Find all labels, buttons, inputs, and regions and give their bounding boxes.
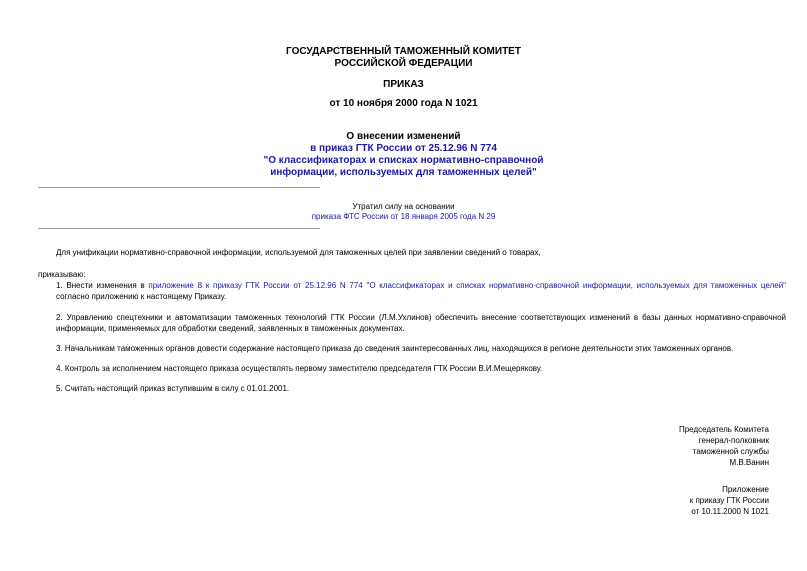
title-link-line-3[interactable]: "О классификаторах и списках нормативно-справочной <box>263 155 544 166</box>
status-note-link[interactable]: приказа ФТС России от 18 января 2005 года N 29 <box>311 212 496 221</box>
appendix-line-2: к приказу ГТК России <box>689 496 769 505</box>
doc-type: ПРИКАЗ <box>383 79 424 90</box>
issuer-line-2: РОССИЙСКОЙ ФЕДЕРАЦИИ <box>334 58 473 69</box>
signature-line-1: Председатель Комитета <box>678 425 769 434</box>
item-1-link[interactable]: приложение 8 к приказу ГТК России от 25.12.96 N 774 "О классификаторах и списках нормативно-справочной информации, используемых для таможенных целей" <box>148 281 787 290</box>
item-1-prefix: 1. Внести изменения в <box>56 281 149 290</box>
signature-line-4: М.В.Ванин <box>729 458 769 467</box>
item-1-paragraph <box>38 280 786 302</box>
appendix-line-3: от 10.11.2000 N 1021 <box>691 507 769 516</box>
title-link-line-2[interactable]: в приказ ГТК России от 25.12.96 N 774 <box>310 143 497 154</box>
divider-top <box>38 187 320 188</box>
item-2-paragraph: 2. Управлению спецтехники и автоматизации таможенных технологий ГТК России (Л.М.Ухлинов) обеспечить внесение соответствующих изменений в базы данных нормативно-справочной информации, применяемых для обработки сведений, заявленных в таможенных документах. <box>56 313 786 333</box>
divider-bottom <box>38 228 320 229</box>
item-1-suffix: согласно приложению к настоящему Приказу. <box>56 292 227 301</box>
doc-date: от 10 ноября 2000 года N 1021 <box>329 98 478 109</box>
status-note-text: Утратил силу на основании <box>352 202 455 211</box>
signature-line-3: таможенной службы <box>692 447 769 456</box>
item-3-paragraph: 3. Начальникам таможенных органов довести содержание настоящего приказа до сведения заинтересованных лиц, находящихся в регионе деятельности этих таможенных органов. <box>56 344 734 353</box>
appendix-line-1: Приложение <box>722 485 769 494</box>
appendix-block <box>690 484 769 517</box>
signature-line-2: генерал-полковник <box>698 436 769 445</box>
item-4-paragraph: 4. Контроль за исполнением настоящего приказа осуществлять первому заместителю председателя ГТК России В.И.Мещерякову. <box>56 364 543 373</box>
item-5-paragraph: 5. Считать настоящий приказ вступившим в силу с 01.01.2001. <box>56 384 290 393</box>
title-line-1: О внесении изменений <box>346 131 461 142</box>
title-link-line-4[interactable]: информации, используемых для таможенных целей" <box>270 167 537 178</box>
issuer-line-1: ГОСУДАРСТВЕННЫЙ ТАМОЖЕННЫЙ КОМИТЕТ <box>286 46 521 57</box>
issuer-heading <box>0 46 807 70</box>
preamble-paragraph: Для унификации нормативно-справочной информации, используемой для таможенных целей при заявлении сведений о товарах, <box>56 248 541 257</box>
doc-title <box>0 131 807 179</box>
signature-block <box>679 424 769 468</box>
order-word: приказываю: <box>38 270 86 279</box>
